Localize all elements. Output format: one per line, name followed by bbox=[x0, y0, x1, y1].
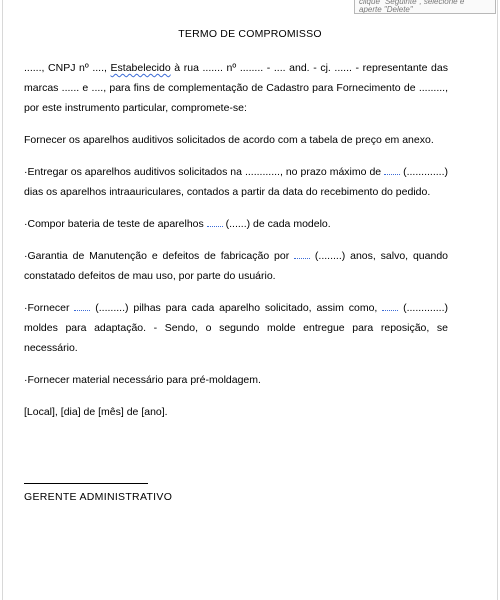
paragraph-date: [Local], [dia] de [mês] de [ano]. bbox=[24, 406, 168, 418]
delivery-text: ·Entregar os aparelhos auditivos solicitados na ............, no prazo máximo de bbox=[24, 166, 385, 178]
paragraph-supply: Fornecer os aparelhos auditivos solicitados de acordo com a tabela de preço em anexo. bbox=[24, 134, 434, 146]
comment-line-2: aperte "Delete" bbox=[359, 5, 413, 14]
paragraph-batteries bbox=[24, 298, 448, 358]
document-title: TERMO DE COMPROMISSO bbox=[178, 28, 322, 40]
paragraph-delivery bbox=[24, 162, 448, 202]
paragraph-material: ·Fornecer material necessário para pré-moldagem. bbox=[24, 374, 261, 386]
intro-text: ......, CNPJ nº ...., bbox=[24, 62, 111, 74]
field-placeholder[interactable] bbox=[294, 250, 310, 259]
delivery-text-continued: (.............) dias os aparelhos intraauriculares, contados a partir da data do recebimento do pedido. bbox=[24, 166, 448, 198]
paragraph-test-battery bbox=[24, 214, 448, 234]
warranty-text-continued: (........) anos, salvo, quando constatado defeitos de mau uso, por parte do usuário. bbox=[24, 250, 448, 282]
test-battery-text-continued: (......) de cada modelo. bbox=[222, 218, 331, 230]
batteries-text-continued: (.........) pilhas para cada aparelho solicitado, assim como, bbox=[90, 302, 383, 314]
field-placeholder[interactable] bbox=[384, 166, 400, 175]
intro-text-continued: à rua ....... nº ........ - .... and. - cj. ...... - representante das marcas ...... e ...., para fins de complementação de Cadastro para Fornecimento de ........., por este instrumento particular, compromete-se: bbox=[24, 62, 448, 114]
paragraph-intro bbox=[24, 58, 448, 118]
field-placeholder[interactable] bbox=[74, 302, 90, 311]
document-body bbox=[24, 58, 448, 434]
paragraph-warranty bbox=[24, 246, 448, 286]
warranty-text: ·Garantia de Manutenção e defeitos de fabricação por bbox=[24, 250, 295, 262]
field-placeholder[interactable] bbox=[207, 218, 223, 227]
batteries-text-end: (.............) moldes para adaptação. - Sendo, o segundo molde entregue para reposição, se necessário. bbox=[24, 302, 449, 354]
comment-line-1: clique "Seguinte", selecione e bbox=[359, 0, 465, 6]
batteries-text: ·Fornecer bbox=[24, 302, 75, 314]
field-placeholder[interactable] bbox=[382, 302, 398, 311]
spellcheck-word: Estabelecido bbox=[110, 62, 171, 74]
test-battery-text: ·Compor bateria de teste de aparelhos bbox=[24, 218, 207, 230]
signature-label: GERENTE ADMINISTRATIVO bbox=[24, 491, 173, 503]
signature-line bbox=[24, 483, 148, 484]
comment-balloon[interactable] bbox=[354, 0, 496, 14]
